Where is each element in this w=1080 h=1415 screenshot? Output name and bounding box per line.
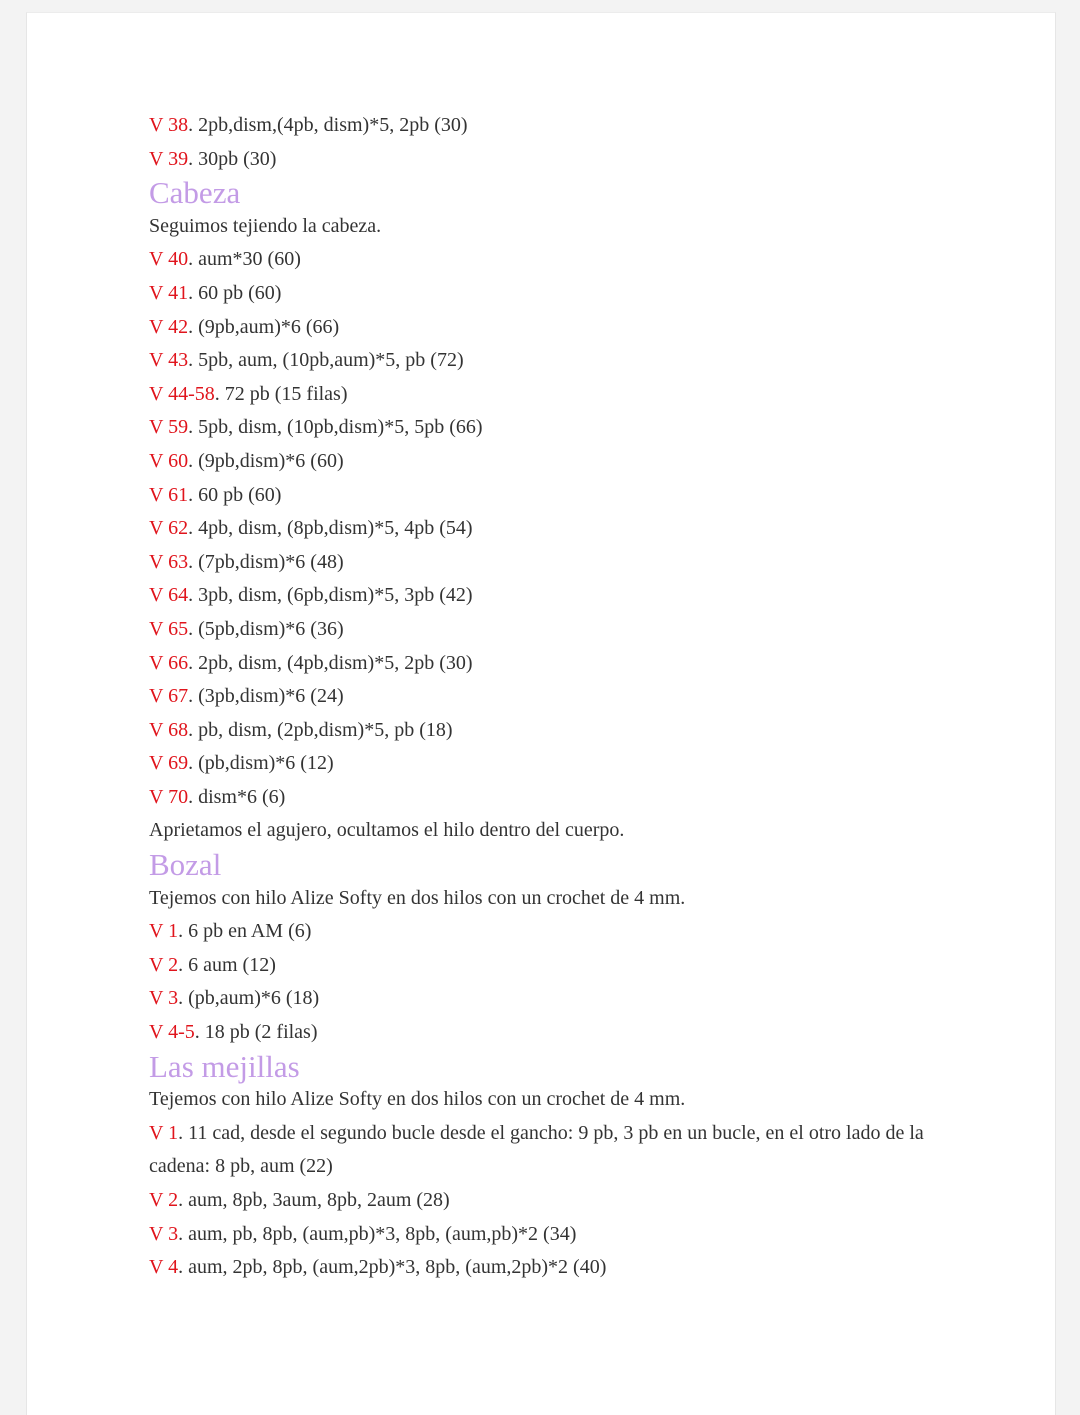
round-row <box>149 647 929 681</box>
round-row <box>149 277 929 311</box>
round-row <box>149 613 929 647</box>
section-intro: Tejemos con hilo Alize Softy en dos hilos con un crochet de 4 mm. <box>149 886 686 909</box>
round-text: . 2pb, dism, (4pb,dism)*5, 2pb (30) <box>188 651 473 674</box>
round-text: . (7pb,dism)*6 (48) <box>188 550 344 573</box>
section-heading-mejillas: Las mejillas <box>149 1048 300 1084</box>
round-row <box>149 512 929 546</box>
round-text: . 11 cad, desde el segundo bucle desde el gancho: 9 pb, 3 pb en un bucle, en el otro lado de la cadena: 8 pb, aum (22) <box>149 1121 924 1178</box>
round-row <box>149 915 929 949</box>
round-text: . pb, dism, (2pb,dism)*5, pb (18) <box>188 718 453 741</box>
round-text: . (9pb,dism)*6 (60) <box>188 449 344 472</box>
round-text: . (9pb,aum)*6 (66) <box>188 315 340 338</box>
round-row <box>149 949 929 983</box>
round-label: V 41 <box>149 281 189 304</box>
section-heading-bozal: Bozal <box>149 847 222 883</box>
round-label: V 38 <box>149 114 189 136</box>
round-text: . (3pb,dism)*6 (24) <box>188 685 344 708</box>
round-label: V 63 <box>149 550 189 573</box>
round-row <box>149 311 929 345</box>
round-label: V 68 <box>149 718 189 741</box>
round-text: . 72 pb (15 filas) <box>214 382 348 405</box>
round-text: . 30pb (30) <box>188 147 277 170</box>
round-label: V 1 <box>149 1121 179 1144</box>
round-label: V 2 <box>149 953 179 976</box>
round-row <box>149 1117 929 1184</box>
round-label: V 4 <box>149 1256 179 1279</box>
round-label: V 1 <box>149 920 179 943</box>
round-row <box>149 1218 929 1252</box>
round-label: V 44-58 <box>149 382 215 405</box>
round-label: V 70 <box>149 785 189 808</box>
document-page <box>26 12 1056 1415</box>
round-text: . 4pb, dism, (8pb,dism)*5, 4pb (54) <box>188 517 473 540</box>
round-label: V 64 <box>149 584 189 607</box>
round-text: . 18 pb (2 filas) <box>194 1021 318 1044</box>
round-label: V 3 <box>149 987 179 1010</box>
round-text: . 5pb, aum, (10pb,aum)*5, pb (72) <box>188 349 464 372</box>
round-row <box>149 747 929 781</box>
round-text: . 6 aum (12) <box>178 953 276 976</box>
round-label: V 59 <box>149 416 189 439</box>
round-text: . (pb,aum)*6 (18) <box>178 987 320 1010</box>
round-row <box>149 680 929 714</box>
round-label: V 60 <box>149 449 189 472</box>
section-intro: Tejemos con hilo Alize Softy en dos hilos con un crochet de 4 mm. <box>149 1088 686 1111</box>
round-row <box>149 378 929 412</box>
document-content <box>149 109 929 1285</box>
round-label: V 3 <box>149 1222 179 1245</box>
round-text: . 3pb, dism, (6pb,dism)*5, 3pb (42) <box>188 584 473 607</box>
round-label: V 4-5 <box>149 1021 195 1044</box>
round-text: . 6 pb en AM (6) <box>178 920 312 943</box>
round-text: . dism*6 (6) <box>188 785 286 808</box>
round-text: . aum*30 (60) <box>188 248 301 271</box>
section-outro: Aprietamos el agujero, ocultamos el hilo dentro del cuerpo. <box>149 819 625 842</box>
round-label: V 67 <box>149 685 189 708</box>
round-row <box>149 714 929 748</box>
round-text: . 2pb,dism,(4pb, dism)*5, 2pb (30) <box>188 114 468 136</box>
round-row <box>149 1251 929 1285</box>
round-text: . 60 pb (60) <box>188 483 282 506</box>
round-label: V 43 <box>149 349 189 372</box>
round-label: V 40 <box>149 248 189 271</box>
round-row <box>149 243 929 277</box>
round-label: V 65 <box>149 617 189 640</box>
round-text: . 60 pb (60) <box>188 281 282 304</box>
round-row <box>149 781 929 815</box>
section-intro: Seguimos tejiendo la cabeza. <box>149 214 382 237</box>
round-label: V 66 <box>149 651 189 674</box>
round-row <box>149 411 929 445</box>
round-row <box>149 982 929 1016</box>
round-row <box>149 445 929 479</box>
round-label: V 62 <box>149 517 189 540</box>
round-row <box>149 143 929 177</box>
round-label: V 2 <box>149 1189 179 1211</box>
round-label: V 61 <box>149 483 189 506</box>
round-row <box>149 344 929 378</box>
round-text: . (pb,dism)*6 (12) <box>188 752 334 775</box>
round-row <box>149 479 929 513</box>
round-label: V 42 <box>149 315 189 338</box>
round-label: V 69 <box>149 752 189 775</box>
round-text: . aum, 2pb, 8pb, (aum,2pb)*3, 8pb, (aum,2pb)*2 (40) <box>178 1256 607 1279</box>
round-row <box>149 546 929 580</box>
round-row <box>149 1184 929 1218</box>
round-text: . (5pb,dism)*6 (36) <box>188 617 344 640</box>
round-row <box>149 1016 929 1050</box>
round-text: . aum, pb, 8pb, (aum,pb)*3, 8pb, (aum,pb)*2 (34) <box>178 1222 577 1245</box>
round-text: . aum, 8pb, 3aum, 8pb, 2aum (28) <box>178 1189 450 1211</box>
section-heading-cabeza: Cabeza <box>149 175 241 211</box>
round-text: . 5pb, dism, (10pb,dism)*5, 5pb (66) <box>188 416 483 439</box>
round-label: V 39 <box>149 147 189 170</box>
round-row <box>149 109 929 143</box>
round-row <box>149 579 929 613</box>
